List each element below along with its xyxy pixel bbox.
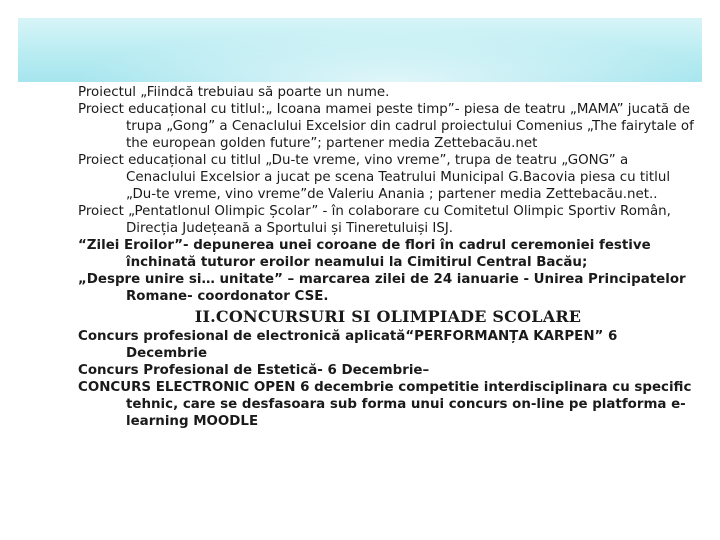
- section-heading: II.CONCURSURI SI OLIMPIADE SCOLARE: [194, 307, 582, 326]
- header-banner: [18, 18, 702, 82]
- paragraph: Concurs profesional de electronică aplicată“PERFORMANȚA KARPEN” 6 Decembrie: [78, 329, 618, 361]
- document-body: [78, 84, 698, 430]
- banner-highlight: [18, 18, 702, 82]
- paragraph: “Zilei Eroilor”- depunerea unei coroane de flori în cadrul ceremoniei festive închinată tuturor eroilor neamului la Cimitirul Central Bacău;: [78, 238, 651, 270]
- paragraph: Proiect educațional cu titlul:„ Icoana mamei peste timp”- piesa de teatru „MAMA” jucată de trupa „Gong” a Cenaclului Excelsior din cadrul proiectului Comenius „The fairytale of the european golden future”; partener media Zettebacău.net: [78, 102, 694, 151]
- paragraph: Proiectul „Fiindcă trebuiau să poarte un nume.: [78, 85, 390, 100]
- paragraph: Proiect „Pentatlonul Olimpic Școlar” - în colaborare cu Comitetul Olimpic Sportiv Român, Direcția Județeană a Sportului și Tineretuluiși ISJ.: [78, 204, 671, 236]
- paragraph: Concurs Profesional de Estetică- 6 Decembrie–: [78, 363, 430, 378]
- competition-list: [78, 328, 698, 430]
- paragraph: „Despre unire si… unitate” – marcarea zilei de 24 ianuarie - Unirea Principatelor Romane- coordonator CSE.: [78, 272, 686, 304]
- paragraph: CONCURS ELECTRONIC OPEN 6 decembrie competitie interdisciplinara cu specific tehnic, care se desfasoara sub forma unui concurs on-line pe platforma e-learning MOODLE: [78, 380, 692, 429]
- project-list: [78, 84, 698, 305]
- paragraph: Proiect educațional cu titlul „Du-te vreme, vino vreme”, trupa de teatru „GONG” a Cenaclului Excelsior a jucat pe scena Teatrului Municipal G.Bacovia piesa cu titlul „Du-te vreme, vino vreme”de Valeriu Anania ; partener media Zettebacău.net..: [78, 153, 671, 202]
